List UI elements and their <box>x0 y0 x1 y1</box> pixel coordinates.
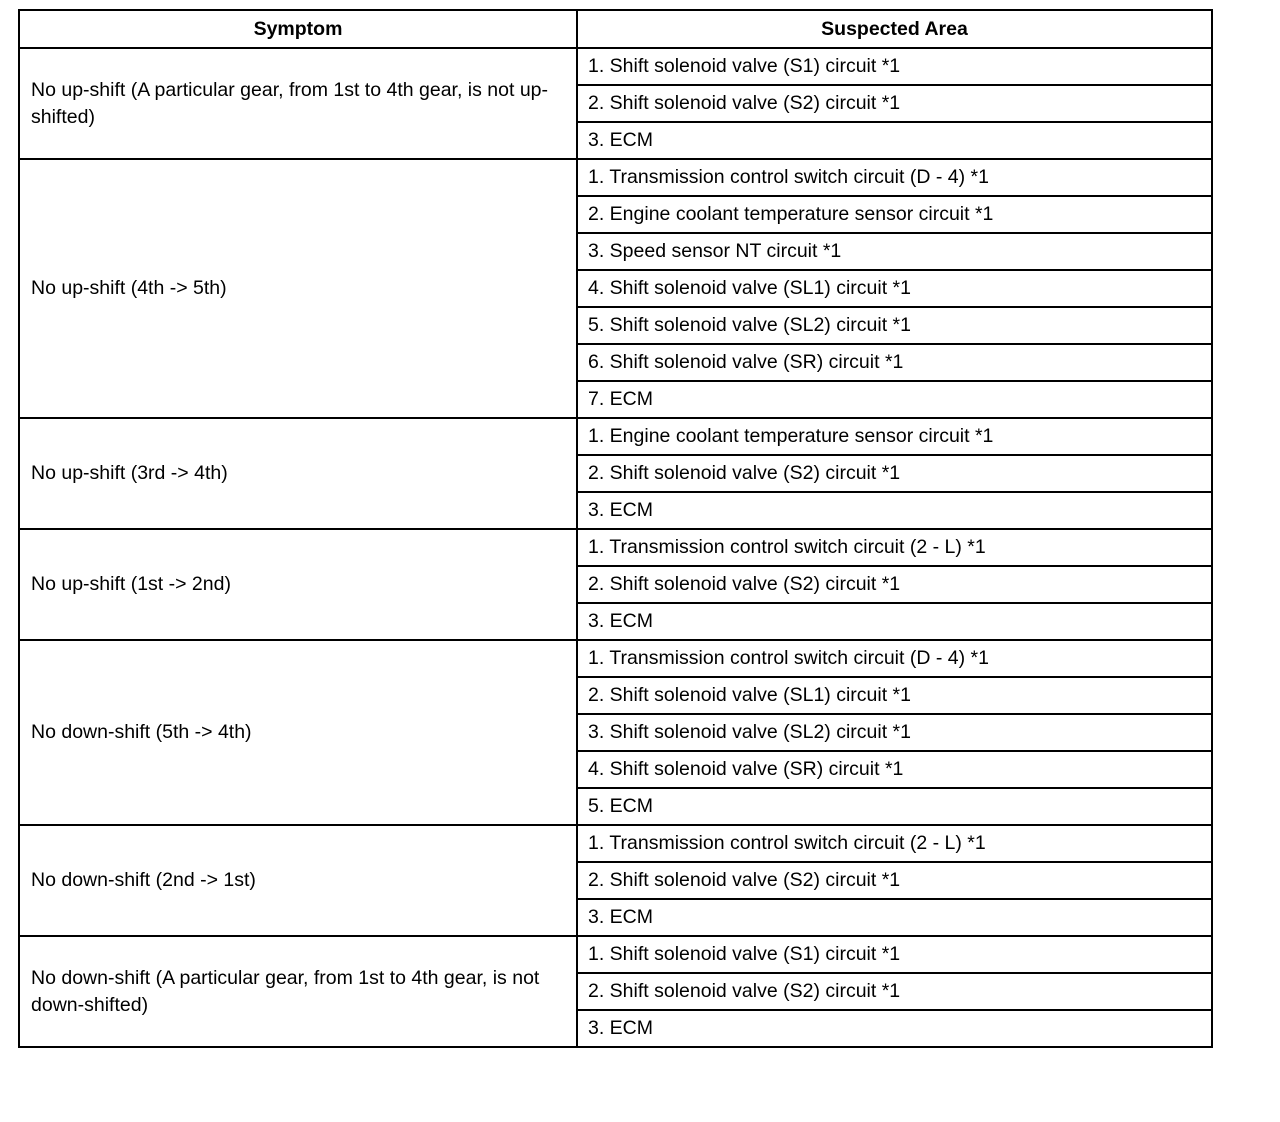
suspected-area-cell: 4. Shift solenoid valve (SL1) circuit *1 <box>577 270 1212 307</box>
suspected-area-cell: 3. Shift solenoid valve (SL2) circuit *1 <box>577 714 1212 751</box>
suspected-area-cell: 6. Shift solenoid valve (SR) circuit *1 <box>577 344 1212 381</box>
suspected-area-cell: 2. Shift solenoid valve (SL1) circuit *1 <box>577 677 1212 714</box>
symptom-column-header: Symptom <box>19 10 577 48</box>
suspected-area-cell: 5. Shift solenoid valve (SL2) circuit *1 <box>577 307 1212 344</box>
suspected-area-cell: 1. Transmission control switch circuit (D - 4) *1 <box>577 159 1212 196</box>
suspected-area-cell: 3. ECM <box>577 122 1212 159</box>
table-row <box>19 936 1212 973</box>
table-body <box>19 48 1212 1047</box>
symptom-table <box>18 9 1213 1048</box>
table-row <box>19 640 1212 677</box>
symptom-cell: No down-shift (2nd -> 1st) <box>19 825 577 936</box>
suspected-area-cell: 1. Transmission control switch circuit (D - 4) *1 <box>577 640 1212 677</box>
header-row <box>19 10 1212 48</box>
suspected-area-cell: 1. Shift solenoid valve (S1) circuit *1 <box>577 48 1212 85</box>
symptom-cell: No up-shift (1st -> 2nd) <box>19 529 577 640</box>
symptom-cell: No down-shift (A particular gear, from 1st to 4th gear, is not down-shifted) <box>19 936 577 1047</box>
suspected-area-cell: 1. Transmission control switch circuit (2 - L) *1 <box>577 825 1212 862</box>
suspected-area-cell: 3. ECM <box>577 1010 1212 1047</box>
table-row <box>19 159 1212 196</box>
table-row <box>19 825 1212 862</box>
suspected-area-cell: 3. Speed sensor NT circuit *1 <box>577 233 1212 270</box>
suspected-area-cell: 2. Shift solenoid valve (S2) circuit *1 <box>577 455 1212 492</box>
suspected-area-cell: 1. Engine coolant temperature sensor circuit *1 <box>577 418 1212 455</box>
suspected-area-cell: 3. ECM <box>577 899 1212 936</box>
suspected-area-cell: 5. ECM <box>577 788 1212 825</box>
suspected-area-cell: 2. Shift solenoid valve (S2) circuit *1 <box>577 973 1212 1010</box>
suspected-area-cell: 2. Engine coolant temperature sensor circuit *1 <box>577 196 1212 233</box>
symptom-cell: No up-shift (A particular gear, from 1st to 4th gear, is not up-shifted) <box>19 48 577 159</box>
suspected-area-cell: 2. Shift solenoid valve (S2) circuit *1 <box>577 85 1212 122</box>
symptom-cell: No up-shift (3rd -> 4th) <box>19 418 577 529</box>
symptom-cell: No up-shift (4th -> 5th) <box>19 159 577 418</box>
suspected-area-column-header: Suspected Area <box>577 10 1212 48</box>
suspected-area-cell: 7. ECM <box>577 381 1212 418</box>
table-row <box>19 529 1212 566</box>
symptom-cell: No down-shift (5th -> 4th) <box>19 640 577 825</box>
suspected-area-cell: 3. ECM <box>577 492 1212 529</box>
suspected-area-cell: 1. Transmission control switch circuit (2 - L) *1 <box>577 529 1212 566</box>
suspected-area-cell: 2. Shift solenoid valve (S2) circuit *1 <box>577 566 1212 603</box>
suspected-area-cell: 2. Shift solenoid valve (S2) circuit *1 <box>577 862 1212 899</box>
suspected-area-cell: 3. ECM <box>577 603 1212 640</box>
suspected-area-cell: 4. Shift solenoid valve (SR) circuit *1 <box>577 751 1212 788</box>
table-row <box>19 418 1212 455</box>
suspected-area-cell: 1. Shift solenoid valve (S1) circuit *1 <box>577 936 1212 973</box>
table-row <box>19 48 1212 85</box>
